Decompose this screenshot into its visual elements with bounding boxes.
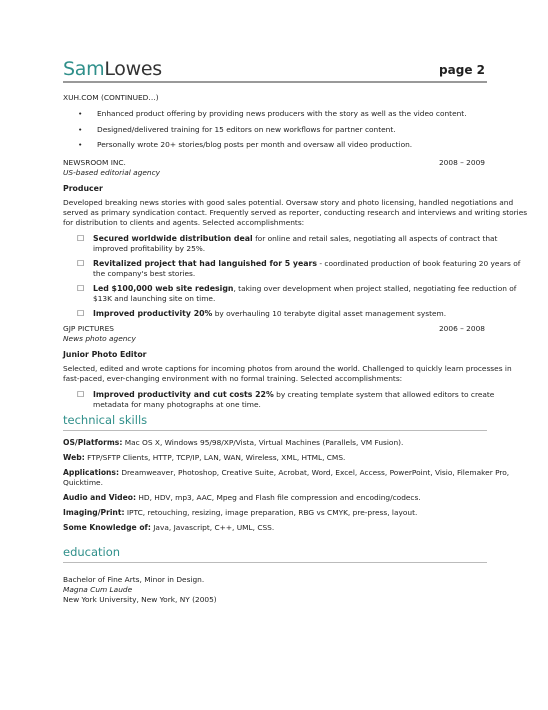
skills-divider <box>63 430 487 431</box>
header-divider <box>63 81 487 83</box>
accomplishment-item: ☐ Improved productivity and cut costs 22% by creating template system that allowed editors to create metadata for many photographs at one time. <box>77 390 495 409</box>
bullet-icon: • <box>78 124 83 134</box>
skill-row: Audio and Video: HD, HDV, mp3, AAC, Mpeg and Flash file compression and encoding/codecs. <box>63 493 421 502</box>
bullet-item: • Personally wrote 20+ stories/blog posts per month and oversaw all video production. <box>78 140 413 149</box>
accomplishment-item: ☐ Led $100,000 web site redesign, taking over development when project stalled, negotiating fee reduction of $13K and launching site on time. <box>77 284 517 303</box>
job-gjp-pictures <box>63 324 512 410</box>
continued-bullet-list <box>63 109 487 150</box>
skill-row: Web: FTP/SFTP Clients, HTTP, TCP/IP, LAN, WAN, Wireless, XML, HTML, CMS. <box>63 453 346 462</box>
bullet-icon: • <box>78 109 83 118</box>
job-title: Junior Photo Editor <box>63 350 147 359</box>
education-section <box>63 547 487 605</box>
job-title: Producer <box>63 184 103 193</box>
last-name: Lowes <box>104 58 162 80</box>
bullet-item: • Enhanced product offering by providing news producers with the story as well as the video content. <box>78 109 467 118</box>
company-tagline: US-based editorial agency <box>63 168 161 177</box>
accomplishment-list <box>63 390 495 410</box>
skill-row: Some Knowledge of: Java, Javascript, C++, UML, CSS. <box>63 523 275 532</box>
school: New York University, New York, NY (2005) <box>63 595 217 604</box>
job-description: Developed breaking news stories with good sales potential. Oversaw story and photo licensing, handled negotiations and served as primary syndication contact. Frequently served as reporter, conducting research and interviews and writing stories for distribution to clients and agents. Selected accomplishments: <box>63 198 528 227</box>
skills-section <box>63 413 510 533</box>
job-heading <box>63 324 487 334</box>
skill-row: OS/Platforms: Mac OS X, Windows 95/98/XP/Vista, Virtual Machines (Parallels, VM Fusion). <box>63 438 404 447</box>
job-description: Selected, edited and wrote captions for incoming photos from around the world. Challenged to quickly learn processes in fast-paced, ever-changing environment with no formal training. Selected accomplishments: <box>63 364 512 383</box>
honors: Magna Cum Laude <box>63 585 133 594</box>
job-dates: 2008 – 2009 <box>438 158 485 167</box>
checkbox-icon: ☐ <box>77 259 85 268</box>
accomplishment-item: ☐ Secured worldwide distribution deal for online and retail sales, negotiating all aspects of contract that improved profitability by 25%. <box>77 234 498 253</box>
education-divider <box>63 562 487 563</box>
bullet-item: • Designed/delivered training for 15 editors on new workflows for partner content. <box>78 124 396 134</box>
checkbox-icon: ☐ <box>77 390 85 399</box>
job-dates: 2006 – 2008 <box>438 324 485 333</box>
skills-heading: technical skills <box>63 413 148 427</box>
company-name: GJP PICTURES <box>63 324 114 333</box>
candidate-name <box>63 58 162 80</box>
job-newsroom <box>63 158 528 319</box>
company-name: NEWSROOM INC. <box>63 158 126 167</box>
checkbox-icon: ☐ <box>77 309 85 318</box>
bullet-icon: • <box>78 140 83 149</box>
skill-row: Applications: Dreamweaver, Photoshop, Creative Suite, Acrobat, Word, Excel, Access, PowerPoint, Visio, Filemaker Pro, Quicktime. <box>63 468 510 487</box>
accomplishment-item: ☐ Improved productivity 20% by overhauling 10 terabyte digital asset management system. <box>77 309 447 318</box>
job-heading <box>63 158 487 168</box>
education-heading: education <box>63 545 121 559</box>
page-number: page 2 <box>439 63 485 77</box>
continued-company: XUH.COM (CONTINUED…) <box>63 93 159 102</box>
checkbox-icon: ☐ <box>77 234 85 243</box>
company-tagline: News photo agency <box>63 334 136 343</box>
resume-body <box>63 93 528 605</box>
accomplishment-item: ☐ Revitalized project that had languished for 5 years - coordinated production of book featuring 20 years of the company's best stories. <box>77 259 521 278</box>
checkbox-icon: ☐ <box>77 284 85 293</box>
accomplishment-list <box>63 234 521 319</box>
resume-header <box>63 58 487 80</box>
skill-row: Imaging/Print: IPTC, retouching, resizing, image preparation, RBG vs CMYK, pre-press, layout. <box>63 508 418 517</box>
first-name: Sam <box>63 58 105 80</box>
degree: Bachelor of Fine Arts, Minor in Design. <box>63 575 205 584</box>
